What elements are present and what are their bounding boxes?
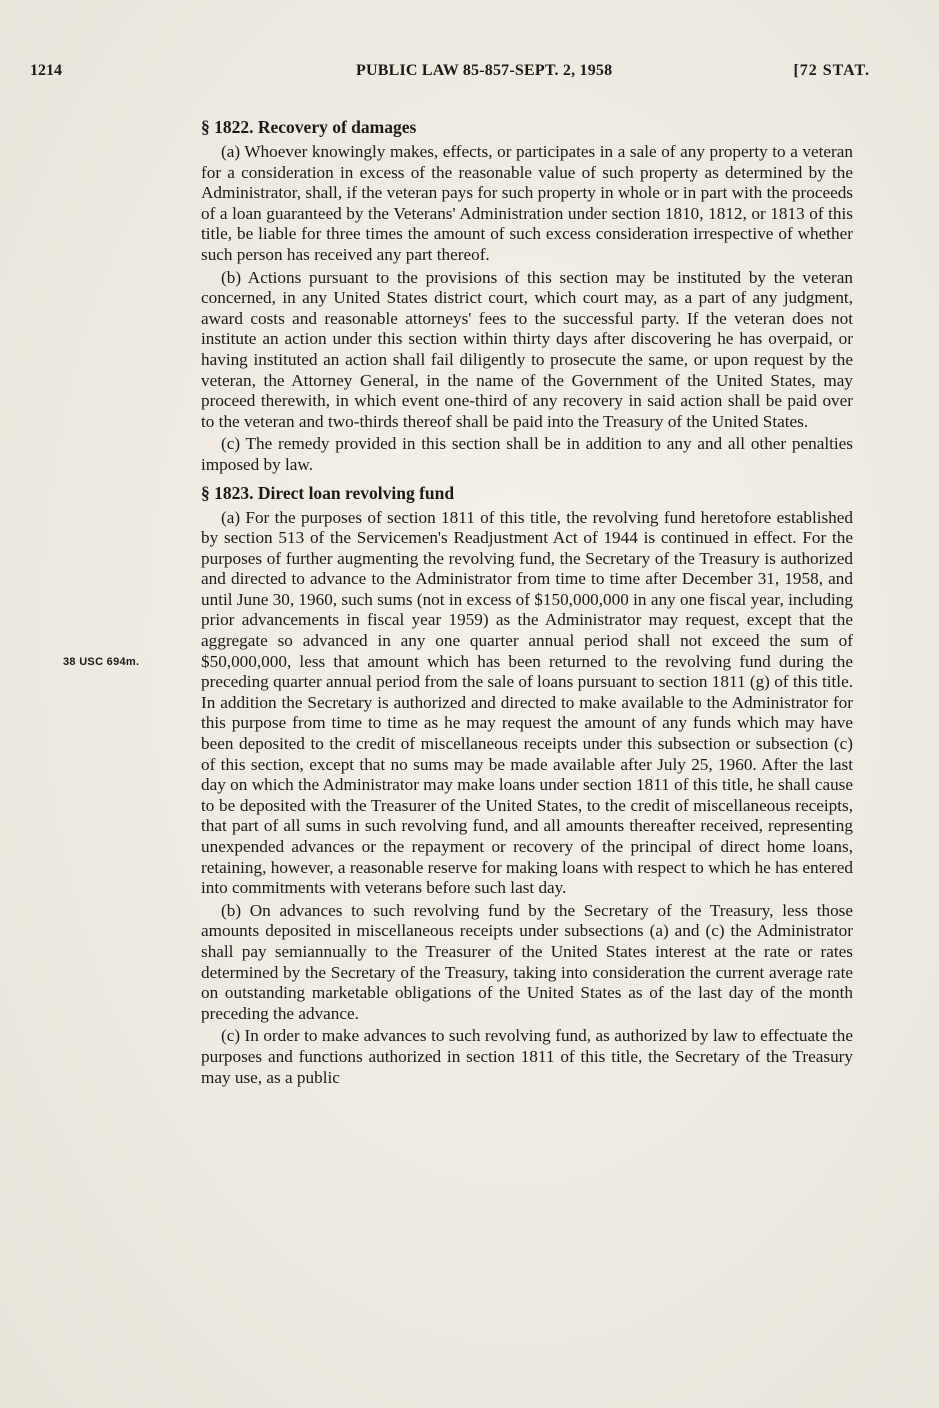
section-1823 [201,482,853,1089]
page-number: 1214 [30,62,62,79]
paragraph: (c) The remedy provided in this section shall be in addition to any and all other penalties imposed by law. [201,434,853,474]
paragraph: (b) Actions pursuant to the provisions of this section may be instituted by the veteran concerned, in any United States district court, which court may, as a part of any judgment, award costs and reasonable attorneys' fees to the successful party. If the veteran does not institute an action under this section within thirty days after discovering he has overpaid, or having instituted an action shall fail diligently to prosecute the same, or upon request by the veteran, the Attorney General, in the name of the Government of the United States, may proceed therewith, in which event one-third of any recovery in said action shall be paid over to the veteran and two-thirds thereof shall be paid into the Treasury of the United States. [201,267,853,431]
statute-reference: [72 STAT. [793,62,870,79]
paragraph: (b) On advances to such revolving fund by the Secretary of the Treasury, less those amounts deposited in miscellaneous receipts under subsections (a) and (c) the Administrator shall pay semiannually to the Treasurer of the United States interest at the rate or rates determined by the Secretary of the Treasury, taking into consideration the current average rate on outstanding marketable obligations of the United States as of the last day of the month preceding the advance. [201,900,853,1023]
section-heading: § 1822. Recovery of damages [201,117,417,137]
section-1822 [201,116,853,476]
section-heading: § 1823. Direct loan revolving fund [201,482,455,503]
margin-citation: 38 USC 694m. [63,656,140,668]
paragraph: (c) In order to make advances to such revolving fund, as authorized by law to effectuate the purposes and functions authorized in section 1811 of this title, the Secretary of the Treasury may use, as a public [201,1026,853,1087]
body-text [201,110,853,1090]
paragraph: (a) For the purposes of section 1811 of this title, the revolving fund heretofore established by section 513 of the Servicemen's Readjustment Act of 1944 is continued in effect. For the purposes of further augmenting the revolving fund, the Secretary of the Treasury is authorized and directed to advance to the Administrator from time to time after December 31, 1958, and until June 30, 1960, such sums (not in excess of $150,000,000 in any one fiscal year, including prior advancements in fiscal year 1959) as the Administrator may request, except that the aggregate so advanced in any one quarter annual period shall not exceed the sum of $50,000,000, less that amount which has been returned to the revolving fund during the preceding quarter annual period from the sale of loans pursuant to section 1811 (g) of this title. In addition the Secretary is authorized and directed to make available to the Administrator for this purpose from time to time as he may request the amount of any funds which may have been deposited to the credit of miscellaneous receipts under this subsection or subsection (c) of this section, except that no sums may be made available after July 25, 1960. After the last day on which the Administrator may make loans under section 1811 of this title, he shall cause to be deposited with the Treasurer of the United States, to the credit of miscellaneous receipts, that part of all sums in such revolving fund, and all amounts thereafter received, representing unexpended advances or the repayment or recovery of the principal of direct home loans, retaining, however, a reasonable reserve for making loans with respect to which he has entered into commitments with veterans before such last day. [201,507,853,898]
running-title: PUBLIC LAW 85-857-SEPT. 2, 1958 [356,62,613,79]
paragraph: (a) Whoever knowingly makes, effects, or participates in a sale of any property to a veteran for a consideration in excess of the reasonable value of such property as determined by the Administrator, shall, if the veteran pays for such property in whole or in part with the proceeds of a loan guaranteed by the Veterans' Administration under section 1810, 1812, or 1813 of this title, be liable for three times the amount of such excess consideration irrespective of whether such person has received any part thereof. [201,142,853,264]
page-header [30,62,870,90]
